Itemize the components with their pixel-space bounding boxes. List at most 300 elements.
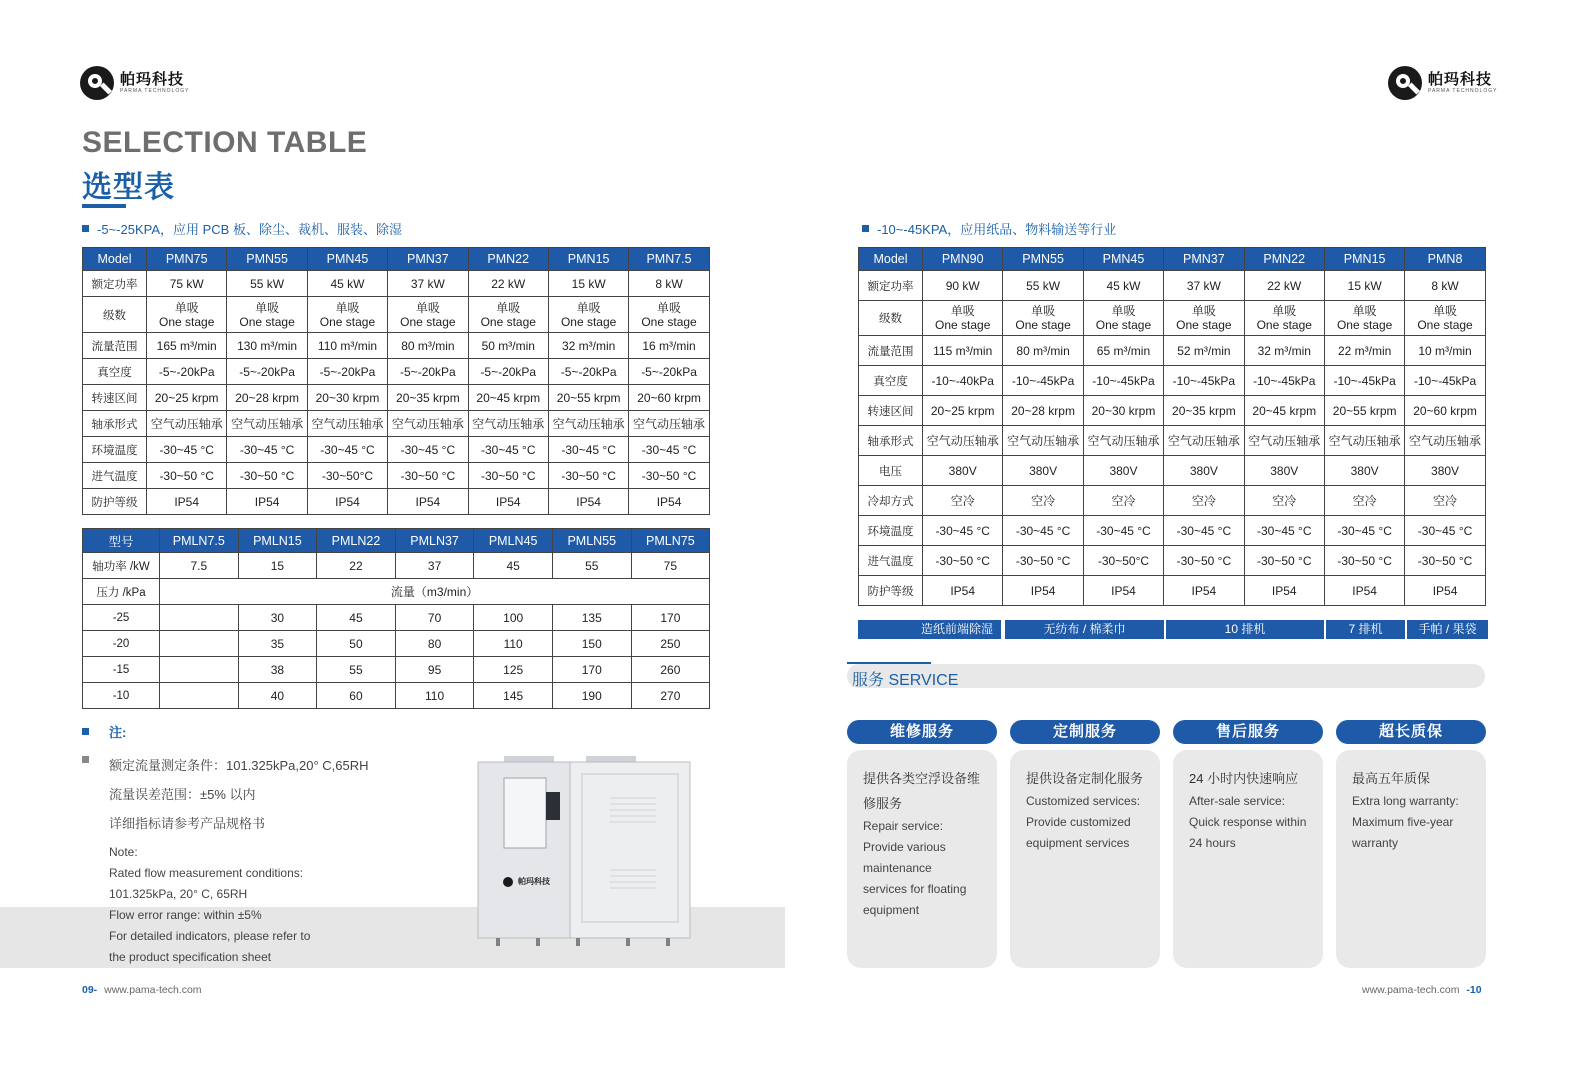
table-row [83, 489, 710, 515]
table-cell: 40 [238, 683, 317, 709]
header-model-col: PMN22 [1244, 248, 1324, 271]
table-cell: -10~-45kPa [1164, 366, 1244, 396]
table-cell: 空气动压轴承 [923, 426, 1003, 456]
service-card [1173, 750, 1323, 968]
table-cell: 380V [1405, 456, 1485, 486]
table-row [83, 657, 710, 683]
header-col: PMLN7.5 [160, 529, 239, 553]
flow-span-cell: 流量（m3/min） [160, 579, 710, 605]
table-cell: IP54 [388, 489, 468, 515]
table-cell: 45 kW [1083, 271, 1163, 301]
header-model-col: PMN55 [227, 248, 307, 271]
table-cell: -30~50 °C [1164, 546, 1244, 576]
table-cell [923, 301, 1003, 336]
table-cell: 145 [474, 683, 553, 709]
table-cell: 22 kW [468, 271, 548, 297]
table-cell: 37 kW [1164, 271, 1244, 301]
table-cell: 38 [238, 657, 317, 683]
table-cell: 20~60 krpm [629, 385, 709, 411]
table-cell: -30~45 °C [629, 437, 709, 463]
table-cell: 37 [395, 553, 474, 579]
table-cell: -30~45 °C [1324, 516, 1404, 546]
table-cell: 380V [1083, 456, 1163, 486]
note-en-3: 101.325kPa, 20° C, 65RH [109, 887, 248, 901]
table-cell: 75 kW [147, 271, 227, 297]
left-footer [82, 984, 202, 996]
table-cell: 7.5 [160, 553, 239, 579]
stage-cn: 单吸 [950, 304, 975, 318]
table-cell: -30~50 °C [1003, 546, 1083, 576]
table-row [859, 576, 1486, 606]
table-cell: 空气动压轴承 [1244, 426, 1324, 456]
service-text-en: Extra long warranty: [1352, 794, 1459, 808]
row-label: 轴承形式 [859, 426, 923, 456]
note-en-6: the product specification sheet [109, 950, 272, 964]
row-label: 级数 [83, 297, 147, 333]
table-cell: 15 kW [1324, 271, 1404, 301]
table-cell: 125 [474, 657, 553, 683]
table-row [83, 463, 710, 489]
square-bullet-icon [82, 225, 89, 232]
table-cell: -30~45 °C [1164, 516, 1244, 546]
table-cell: -30~50 °C [923, 546, 1003, 576]
selection-table-low [82, 247, 710, 515]
application-segment: 手帕 / 果袋 [1407, 620, 1488, 639]
row-label: 转速区间 [83, 385, 147, 411]
table-cell: -30~50 °C [1405, 546, 1485, 576]
table-cell: 空冷 [1405, 486, 1485, 516]
brand-logo-right [1388, 66, 1497, 100]
table-cell: 260 [631, 657, 710, 683]
table-cell [147, 297, 227, 333]
table-cell: 80 m³/min [388, 333, 468, 359]
table-row [859, 516, 1486, 546]
header-model: Model [859, 248, 923, 271]
table-cell: 45 [474, 553, 553, 579]
table-cell: 22 m³/min [1324, 336, 1404, 366]
row-label: 电压 [859, 456, 923, 486]
stage-cn: 单吸 [1272, 304, 1297, 318]
table-row [83, 359, 710, 385]
table-cell: -30~45 °C [1405, 516, 1485, 546]
header-model-col: PMN15 [548, 248, 628, 271]
note-en-2: Rated flow measurement conditions: [109, 866, 304, 880]
table-cell: -30~45 °C [307, 437, 387, 463]
notes-block [82, 722, 422, 968]
service-heading: 维修服务 [847, 720, 997, 744]
table-cell: 16 m³/min [629, 333, 709, 359]
stage-en: One stage [1176, 318, 1232, 332]
table-cell: 135 [552, 605, 631, 631]
table-cell: IP54 [1405, 576, 1485, 606]
table-cell: IP54 [307, 489, 387, 515]
table-cell: 20~28 krpm [1003, 396, 1083, 426]
table-cell: -30~45 °C [147, 437, 227, 463]
header-model-col: PMN37 [388, 248, 468, 271]
note-cn-3: 详细指标请参考产品规格书 [109, 816, 266, 831]
table-row [859, 426, 1486, 456]
table-cell: 52 m³/min [1164, 336, 1244, 366]
stage-en: One stage [480, 314, 536, 329]
row-label: 轴功率 /kW [83, 553, 160, 579]
row-label: 转速区间 [859, 396, 923, 426]
table-cell: 60 [317, 683, 396, 709]
table-cell: 380V [1164, 456, 1244, 486]
table-cell [160, 631, 239, 657]
row-label: 环境温度 [859, 516, 923, 546]
table-cell: 20~55 krpm [1324, 396, 1404, 426]
row-label: -10 [83, 683, 160, 709]
header-model-col: PMN55 [1003, 248, 1083, 271]
table-row [83, 553, 710, 579]
header-col: PMLN55 [552, 529, 631, 553]
table-cell: 150 [552, 631, 631, 657]
table-cell: -30~50 °C [1244, 546, 1324, 576]
table-cell: 空气动压轴承 [548, 411, 628, 437]
square-bullet-icon [82, 728, 89, 735]
stage-cn: 单吸 [335, 300, 360, 315]
note-en-5: For detailed indicators, please refer to [109, 929, 311, 943]
row-label: -15 [83, 657, 160, 683]
table-cell: 空气动压轴承 [1324, 426, 1404, 456]
table-cell [548, 297, 628, 333]
stage-en: One stage [1417, 318, 1473, 332]
table-cell: 22 kW [1244, 271, 1324, 301]
table-row [859, 456, 1486, 486]
service-text-cn: 24 小时内快速响应 [1189, 771, 1299, 786]
stage-en: One stage [1336, 318, 1393, 332]
stage-cn: 单吸 [496, 300, 521, 315]
square-bullet-icon [82, 756, 89, 763]
right-footer [1362, 984, 1482, 996]
table-cell: 20~55 krpm [548, 385, 628, 411]
table-cell: 380V [1003, 456, 1083, 486]
header-col: PMLN45 [474, 529, 553, 553]
table-row [83, 683, 710, 709]
table-cell [468, 297, 548, 333]
service-text-en: 24 hours [1189, 836, 1236, 850]
table-row [859, 396, 1486, 426]
service-card [847, 750, 997, 968]
table-cell: IP54 [1244, 576, 1324, 606]
row-label: 防护等级 [83, 489, 147, 515]
table-row [859, 366, 1486, 396]
row-label: 进气温度 [859, 546, 923, 576]
table-cell: 空气动压轴承 [1083, 426, 1163, 456]
table-cell: 空冷 [1324, 486, 1404, 516]
table-cell: 8 kW [1405, 271, 1485, 301]
header-model-col: PMN37 [1164, 248, 1244, 271]
table-cell: 90 kW [923, 271, 1003, 301]
table-cell: -5~-20kPa [388, 359, 468, 385]
row-label: 进气温度 [83, 463, 147, 489]
stage-cn: 单吸 [576, 300, 601, 315]
table-cell: -30~50 °C [147, 463, 227, 489]
table-cell: -10~-45kPa [1083, 366, 1163, 396]
service-text-en: Provide various [863, 840, 946, 854]
stage-en: One stage [935, 318, 991, 332]
service-text-en: Maximum five-year [1352, 815, 1454, 829]
service-heading: 超长质保 [1336, 720, 1486, 744]
table-cell: 35 [238, 631, 317, 657]
table-cell: -30~50 °C [629, 463, 709, 489]
service-text-en: services for floating [863, 882, 967, 896]
table-cell: 空冷 [1003, 486, 1083, 516]
service-card [1010, 750, 1160, 968]
stage-cn: 单吸 [1111, 304, 1136, 318]
row-label: 真空度 [83, 359, 147, 385]
table-cell: 380V [1244, 456, 1324, 486]
right-page-number: -10 [1466, 984, 1482, 996]
row-label: 流量范围 [83, 333, 147, 359]
notes-title: 注: [109, 725, 127, 740]
table-cell: -10~-40kPa [923, 366, 1003, 396]
table-cell: 20~35 krpm [388, 385, 468, 411]
table-cell: -5~-20kPa [629, 359, 709, 385]
table-cell: 15 [238, 553, 317, 579]
table-cell: 75 [631, 553, 710, 579]
header-col: PMLN37 [395, 529, 474, 553]
table-cell: 55 [317, 657, 396, 683]
table-cell [160, 683, 239, 709]
header-col: PMLN22 [317, 529, 396, 553]
table-cell [1324, 301, 1404, 336]
table-cell: IP54 [468, 489, 548, 515]
table-row [83, 271, 710, 297]
table-cell [307, 297, 387, 333]
table-cell: 空冷 [1164, 486, 1244, 516]
table-cell: -10~-45kPa [1003, 366, 1083, 396]
service-text-en: After-sale service: [1189, 794, 1286, 808]
row-label: 额定功率 [83, 271, 147, 297]
stage-en: One stage [1015, 318, 1071, 332]
table-cell: -30~45 °C [923, 516, 1003, 546]
table-cell: 55 kW [1003, 271, 1083, 301]
table-cell: 270 [631, 683, 710, 709]
table-cell: 空气动压轴承 [468, 411, 548, 437]
table-cell: -30~50 °C [1324, 546, 1404, 576]
table-cell: 65 m³/min [1083, 336, 1163, 366]
table-cell: 55 [552, 553, 631, 579]
table-cell: 32 m³/min [1244, 336, 1324, 366]
service-text-cn: 提供各类空浮设备维 [863, 771, 981, 786]
header-col: PMLN15 [238, 529, 317, 553]
logo-mark-icon [80, 66, 114, 100]
stage-cn: 单吸 [657, 300, 682, 315]
table-cell: 空气动压轴承 [1003, 426, 1083, 456]
table-cell: 空气动压轴承 [227, 411, 307, 437]
row-label: 额定功率 [859, 271, 923, 301]
table-cell: 空冷 [1244, 486, 1324, 516]
table-cell: 380V [923, 456, 1003, 486]
table-cell: 空冷 [1083, 486, 1163, 516]
table-cell: IP54 [147, 489, 227, 515]
note-en-1: Note: [109, 845, 138, 859]
header-col: 型号 [83, 529, 160, 553]
header-model-col: PMN45 [307, 248, 387, 271]
table-cell: 20~28 krpm [227, 385, 307, 411]
table-cell: -30~45 °C [1083, 516, 1163, 546]
table-cell: 20~30 krpm [307, 385, 387, 411]
table-row [83, 333, 710, 359]
square-bullet-icon [862, 225, 869, 232]
service-text-en: Quick response within [1189, 815, 1307, 829]
table-cell: -30~45 °C [548, 437, 628, 463]
heading-en: SELECTION TABLE [82, 126, 368, 159]
table-row [859, 486, 1486, 516]
left-section-title: -5~-25KPA，应用 PCB 板、除尘、裁机、服装、除湿 [82, 219, 402, 238]
table-cell: -30~50°C [307, 463, 387, 489]
right-footer-url: www.pama-tech.com [1362, 984, 1460, 996]
table-cell: -30~45 °C [1003, 516, 1083, 546]
table-cell: IP54 [1003, 576, 1083, 606]
table-cell: 空气动压轴承 [1405, 426, 1485, 456]
table-cell [160, 605, 239, 631]
stage-cn: 单吸 [1352, 304, 1377, 318]
table-row [859, 271, 1486, 301]
table-cell: 37 kW [388, 271, 468, 297]
table-cell: 空气动压轴承 [307, 411, 387, 437]
table-cell [227, 297, 307, 333]
right-section-title: -10~-45KPA，应用纸品、物料输送等行业 [862, 219, 1116, 238]
table-row [83, 631, 710, 657]
note-cn-1: 额定流量测定条件：101.325kPa,20° C,65RH [109, 758, 369, 773]
table-cell: -30~50 °C [388, 463, 468, 489]
brand-logo-left [80, 66, 189, 100]
table-cell: 110 m³/min [307, 333, 387, 359]
logo-mark-icon [1388, 66, 1422, 100]
table-cell: 50 m³/min [468, 333, 548, 359]
table-cell: -5~-20kPa [227, 359, 307, 385]
service-text-en: Provide customized [1026, 815, 1131, 829]
table-cell: IP54 [548, 489, 628, 515]
brand-name-en: PARMA TECHNOLOGY [120, 88, 190, 94]
service-heading: 定制服务 [1010, 720, 1160, 744]
brand-name-cn: 帕玛科技 [120, 71, 185, 88]
table-cell: -10~-45kPa [1244, 366, 1324, 396]
stage-en: One stage [319, 314, 376, 329]
header-model-col: PMN90 [923, 248, 1003, 271]
table-cell: 20~60 krpm [1405, 396, 1485, 426]
table-cell: 32 m³/min [548, 333, 628, 359]
table-cell: -10~-45kPa [1324, 366, 1404, 396]
stage-en: One stage [400, 314, 456, 329]
table-cell: 20~25 krpm [923, 396, 1003, 426]
header-model-col: PMN8 [1405, 248, 1485, 271]
service-text-en: equipment services [1026, 836, 1130, 850]
table-cell: 70 [395, 605, 474, 631]
table-cell: 8 kW [629, 271, 709, 297]
service-text-cn: 修服务 [863, 796, 903, 811]
table-cell: 80 [395, 631, 474, 657]
table-cell [1244, 301, 1324, 336]
table-cell: 165 m³/min [147, 333, 227, 359]
machine-brand-label: 帕玛科技 [518, 877, 550, 886]
left-page-number: 09- [82, 984, 98, 996]
table-row [83, 579, 710, 605]
table-cell: 空气动压轴承 [629, 411, 709, 437]
note-en-4: Flow error range: within ±5% [109, 908, 262, 922]
table-row [83, 385, 710, 411]
flow-table [82, 528, 710, 709]
brand-name-cn: 帕玛科技 [1428, 71, 1493, 88]
table-cell: 80 m³/min [1003, 336, 1083, 366]
table-cell: 190 [552, 683, 631, 709]
table-cell: 20~45 krpm [468, 385, 548, 411]
table-cell: 20~45 krpm [1244, 396, 1324, 426]
header-model: Model [83, 248, 147, 271]
row-label: 真空度 [859, 366, 923, 396]
row-label: -20 [83, 631, 160, 657]
table-cell [388, 297, 468, 333]
service-text-en: equipment [863, 903, 920, 917]
header-model-col: PMN15 [1324, 248, 1404, 271]
table-cell: IP54 [227, 489, 307, 515]
table-cell: 30 [238, 605, 317, 631]
table-row [859, 336, 1486, 366]
service-heading: 售后服务 [1173, 720, 1323, 744]
row-label: 冷却方式 [859, 486, 923, 516]
stage-cn: 单吸 [174, 300, 199, 315]
table-cell: IP54 [923, 576, 1003, 606]
table-cell: -30~50 °C [468, 463, 548, 489]
table-row [83, 297, 710, 333]
table-cell: 110 [474, 631, 553, 657]
service-text-en: maintenance [863, 861, 932, 875]
table-cell: -30~45 °C [1244, 516, 1324, 546]
table-cell: IP54 [1164, 576, 1244, 606]
row-label: -25 [83, 605, 160, 631]
table-cell: -30~50 °C [548, 463, 628, 489]
row-label: 轴承形式 [83, 411, 147, 437]
table-cell: 170 [631, 605, 710, 631]
table-cell: IP54 [1083, 576, 1163, 606]
table-cell: IP54 [1324, 576, 1404, 606]
machine-image [476, 752, 691, 950]
table-row [83, 411, 710, 437]
service-title: 服务 SERVICE [852, 672, 959, 689]
table-cell: 55 kW [227, 271, 307, 297]
heading-underline [82, 204, 126, 208]
stage-en: One stage [1095, 318, 1152, 332]
stage-cn: 单吸 [255, 300, 280, 315]
header-model-col: PMN22 [468, 248, 548, 271]
table-cell: 45 [317, 605, 396, 631]
heading-cn: 选型表 [82, 171, 175, 204]
table-cell: 170 [552, 657, 631, 683]
table-cell: -30~45 °C [388, 437, 468, 463]
table-cell: -30~45 °C [227, 437, 307, 463]
table-cell: 380V [1324, 456, 1404, 486]
table-cell: 空冷 [923, 486, 1003, 516]
stage-en: One stage [560, 314, 617, 329]
table-cell: -30~50 °C [227, 463, 307, 489]
table-cell: 45 kW [307, 271, 387, 297]
table-cell: -30~50°C [1083, 546, 1163, 576]
row-label: 环境温度 [83, 437, 147, 463]
service-header-accent [847, 662, 931, 664]
service-text-en: Customized services: [1026, 794, 1141, 808]
application-segment: 无纺布 / 棉柔巾 [1005, 620, 1164, 639]
table-cell [1083, 301, 1163, 336]
header-col: PMLN75 [631, 529, 710, 553]
stage-cn: 单吸 [1031, 304, 1056, 318]
table-cell [629, 297, 709, 333]
table-cell: -5~-20kPa [147, 359, 227, 385]
service-text-en: Repair service: [863, 819, 944, 833]
table-cell: 250 [631, 631, 710, 657]
service-text-cn: 提供设备定制化服务 [1026, 771, 1144, 786]
